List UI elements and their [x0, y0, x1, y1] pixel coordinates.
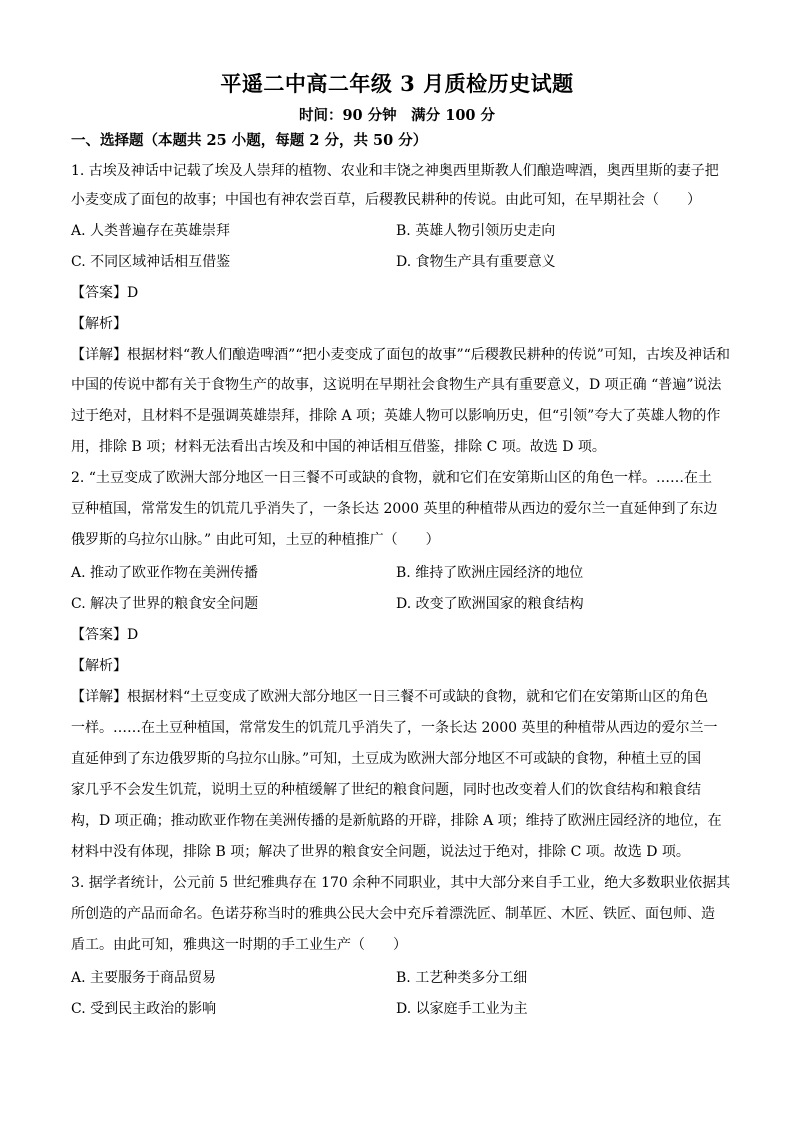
q2-answer: 【答案】D: [71, 627, 139, 643]
q2-stem-line: 2. “土豆变成了欧洲大部分地区一日三餐不可或缺的食物，就和它们在安第斯山区的角色一样。……在土: [71, 470, 712, 486]
q3-stem-line: 3. 据学者统计，公元前 5 世纪雅典存在 170 余种不同职业，其中大部分来自手工业，绝大多数职业依据其: [71, 875, 731, 891]
q1-detail-line: 用，排除 B 项；材料无法看出古埃及和中国的神话相互借鉴，排除 C 项。故选 D 项。: [71, 439, 606, 455]
q2-detail-line: 一样。……在土豆种植国，常常发生的饥荒几乎消失了，一条长达 2000 英里的种植带从西边的爱尔兰一: [71, 720, 718, 736]
q3-option-a: A. 主要服务于商品贸易: [71, 970, 217, 986]
q1-option-d: D. 食物生产具有重要意义: [396, 254, 556, 270]
q2-detail-line: 直延伸到了东边俄罗斯的乌拉尔山脉。”可知，土豆成为欧洲大部分地区不可或缺的食物，种植土豆的国: [71, 751, 702, 767]
q1-analysis-heading: 【解析】: [71, 316, 127, 332]
q2-option-c: C. 解决了世界的粮食安全问题: [71, 596, 259, 612]
q1-detail-line: 过于绝对，且材料不是强调英雄崇拜，排除 A 项；英雄人物可以影响历史，但“引领”夸大了英雄人物的作: [71, 408, 721, 424]
q1-option-b: B. 英雄人物引领历史走向: [396, 223, 556, 239]
section-heading: 一、选择题（本题共 25 小题，每题 2 分，共 50 分）: [71, 132, 428, 149]
q1-detail-line: 中国的传说中都有关于食物生产的故事，这说明在早期社会食物生产具有重要意义，D 项正确 “普遍”说法: [71, 377, 722, 393]
q3-stem-line: 盾工。由此可知，雅典这一时期的手工业生产（ ）: [71, 937, 407, 953]
exam-time-info: 时间：90 分钟 满分 100 分: [298, 107, 496, 124]
page-title: 平遥二中高二年级 3 月质检历史试题: [220, 71, 574, 96]
q2-detail-line: 家几乎不会发生饥荒，说明土豆的种植缓解了世纪的粮食问题，同时也改变着人们的饮食结构和粮食结: [71, 782, 701, 798]
q2-stem-line: 豆种植国，常常发生的饥荒几乎消失了，一条长达 2000 英里的种植带从西边的爱尔兰一直延伸到了东边: [71, 501, 718, 517]
q1-stem-line: 1. 古埃及神话中记载了埃及人崇拜的植物、农业和丰饶之神奥西里斯教人们酿造啤酒，奥西里斯的妻子把: [71, 163, 719, 179]
q2-stem-line: 俄罗斯的乌拉尔山脉。” 由此可知，土豆的种植推广（ ）: [71, 532, 440, 548]
q2-option-b: B. 维持了欧洲庄园经济的地位: [396, 565, 584, 581]
q3-option-c: C. 受到民主政治的影响: [71, 1001, 217, 1017]
q3-option-b: B. 工艺种类多分工细: [396, 970, 528, 986]
q2-detail-line: 【详解】根据材料“土豆变成了欧洲大部分地区一日三餐不可或缺的食物，就和它们在安第斯山区的角色: [71, 689, 709, 705]
q3-option-d: D. 以家庭手工业为主: [396, 1001, 528, 1017]
q2-detail-line: 构，D 项正确；推动欧亚作物在美洲传播的是新航路的开辟，排除 A 项；维持了欧洲庄园经济的地位，在: [71, 813, 722, 829]
q1-stem-line: 小麦变成了面包的故事；中国也有神农尝百草，后稷教民耕种的传说。由此可知，在早期社会（ ）: [71, 192, 701, 208]
q2-detail-line: 材料中没有体现，排除 B 项；解决了世界的粮食安全问题，说法过于绝对，排除 C 项。故选 D 项。: [71, 844, 690, 860]
q1-option-c: C. 不同区域神话相互借鉴: [71, 254, 231, 270]
q3-stem-line: 所创造的产品而命名。色诺芬称当时的雅典公民大会中充斥着漂洗匠、制革匠、木匠、铁匠、面包师、造: [71, 906, 715, 922]
q2-option-a: A. 推动了欧亚作物在美洲传播: [71, 565, 259, 581]
q1-detail-line: 【详解】根据材料“教人们酿造啤酒”“把小麦变成了面包的故事”“后稷教民耕种的传说”可知，古埃及神话和: [71, 347, 730, 363]
q2-analysis-heading: 【解析】: [71, 658, 127, 674]
q1-option-a: A. 人类普遍存在英雄崇拜: [71, 223, 231, 239]
q1-answer: 【答案】D: [71, 285, 139, 301]
q2-option-d: D. 改变了欧洲国家的粮食结构: [396, 596, 584, 612]
